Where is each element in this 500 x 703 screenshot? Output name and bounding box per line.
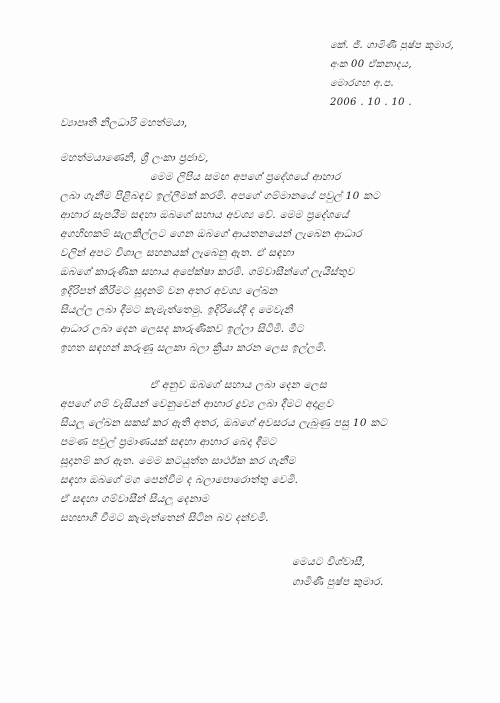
- recipient-line: ව්‍යාපෘති නිලධාරි මහත්මයා,: [60, 117, 188, 129]
- paragraph-2-line: සියලු ලේඛන සකස් කර ඇති අතර, ඔබගේ අවසරය ලැබුණු පසු 10 කට: [60, 417, 388, 429]
- letter-date: 2006 . 10 . 10 .: [330, 97, 412, 108]
- paragraph-1-line: සියල්ල ලබා දීමට කැමැත්තෙමු. ඉදිරියේදී ද මෙවැනි: [60, 304, 293, 316]
- paragraph-1-line: ලබා ගැනීම පිළිබඳව ඉල්ලීමක් කරමි. අපගේ ගම්මානයේ පවුල් 10 කට: [60, 190, 381, 202]
- paragraph-1-line: මෙම ලිපිය සමඟ අපගේ ප්‍රදේශයේ ආහාර: [150, 171, 341, 183]
- paragraph-2-line: සඳහා ඔබගේ මග පෙන්වීම ද බලාපොරොත්තු වෙමි.: [60, 474, 299, 486]
- salutation: මහත්මයාණෙනි, ශ්‍රී ලංකා ප්‍රජාව,: [60, 152, 209, 164]
- paragraph-1-line: ඔබගේ කාරුණික සහාය අපේක්ෂා කරමි. ගම්වාසීන්ගේ ලැයිස්තුව: [60, 266, 355, 278]
- paragraph-2-line: ඒ අනුව ඔබගේ සහාය ලබා දෙන ලෙස: [150, 379, 327, 391]
- address-line-3: මොරගහ අ.ප.: [330, 78, 394, 89]
- paragraph-1-line: වලින් අපට විශාල සහනයක් ලැබෙනු ඇත. ඒ සඳහා: [60, 247, 294, 259]
- paragraph-1-line: ඉදිරිපත් කිරීමට සූදානම් වන අතර අවශ්‍ය ලේඛන: [60, 285, 278, 297]
- paragraph-1-line: ඉහත සඳහන් කරුණු සලකා බලා ක්‍රියා කරන ලෙස ඉල්ලමි.: [60, 342, 327, 354]
- paragraph-2-line: ඒ සඳහා ගම්වාසීන් සියලු දෙනාම: [60, 493, 210, 505]
- paragraph-1-line: අගහිඟකම් සැලකිල්ලට ගෙන ඔබගේ ආයතනයෙන් ලැබෙන ආධාර: [60, 228, 363, 240]
- address-line-2: අංක 00 ඒකනාදය,: [330, 59, 412, 70]
- paragraph-2-line: සහභාගී වීමට කැමැත්තෙන් සිටින බව දන්වමි.: [60, 512, 269, 524]
- paragraph-1-line: ආධාර ලබා දෙන ලෙසද කාරුණිකව ඉල්ලා සිටිමි. මීට: [60, 323, 304, 335]
- address-line-1: කේ. ජී. ගාමිණී පුෂ්ප කුමාර,: [330, 40, 455, 51]
- paragraph-1-line: ආහාර සැපයීම සඳහා ඔබගේ සහාය අවශ්‍ය වේ. මෙම ප්‍රදේශයේ: [60, 209, 349, 221]
- paragraph-2-line: පමණ පවුල් ප්‍රමාණයක් සඳහා ආහාර බෙදා දීමට: [60, 436, 277, 448]
- closing-line: මෙයට විශ්වාසී,: [292, 556, 366, 568]
- signature-name: ගාමිණී පුෂ්ප කුමාර.: [292, 576, 384, 588]
- paragraph-2-line: අපගේ ගම් වැසියන් වෙනුවෙන් ආහාර ද්‍රව්‍ය ලබා දීමට අදාළව: [60, 398, 334, 410]
- paragraph-2-line: සූදානම් කර ඇත. මෙම කටයුත්ත සාර්ථක කර ගැනීම: [60, 455, 296, 467]
